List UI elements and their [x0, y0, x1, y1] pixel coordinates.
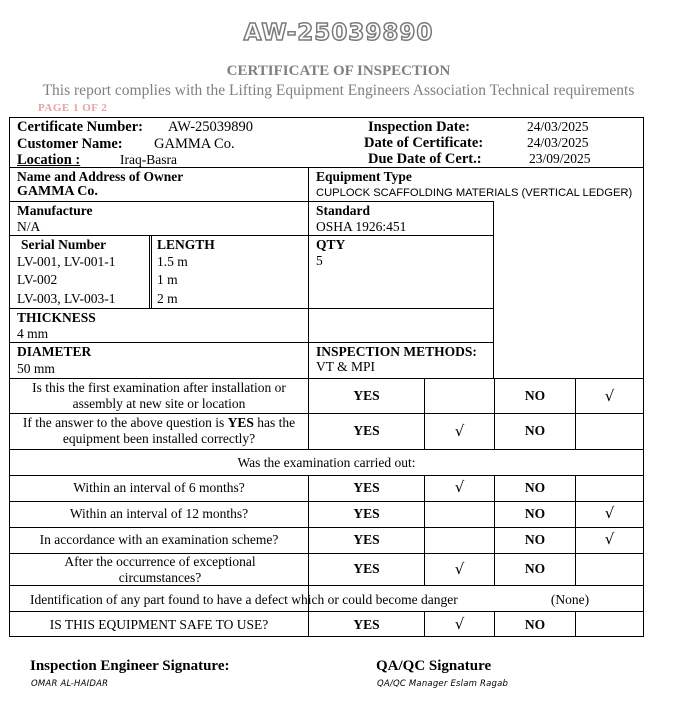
question-first-examination: Is this the first examination after installation or assembly at new site or location	[32, 380, 286, 411]
check-mark: √	[454, 422, 465, 440]
check-mark: √	[604, 530, 615, 548]
serial-number-row: LV-003, LV-003-1	[17, 291, 116, 306]
answer-no: NO	[524, 506, 546, 521]
certificate-date-label: Date of Certificate:	[364, 135, 484, 151]
check-mark: √	[604, 387, 615, 405]
question-examination-scheme: In accordance with an examination scheme?	[39, 532, 279, 547]
question-safe-to-use: IS THIS EQUIPMENT SAFE TO USE?	[49, 617, 269, 632]
owner-label: Name and Address of Owner	[17, 169, 184, 184]
thickness-value: 4 mm	[17, 326, 49, 341]
standard-value: OSHA 1926:451	[316, 219, 407, 234]
owner-value: GAMMA Co.	[17, 184, 98, 199]
qa-signature-name: QA/QC Manager Eslam Ragab	[377, 679, 509, 689]
answer-no: NO	[524, 561, 546, 576]
answer-no: NO	[524, 532, 546, 547]
question-installed-correctly: If the answer to the above question is YES has the equipment been installed correctly?	[22, 415, 296, 446]
question-12-months: Within an interval of 12 months?	[69, 506, 249, 521]
question-6-months: Within an interval of 6 months?	[73, 480, 245, 495]
question-exceptional-circumstances: After the occurrence of exceptional circumstances?	[64, 554, 256, 585]
answer-yes: YES	[353, 532, 380, 547]
engineer-signature-label: Inspection Engineer Signature:	[30, 658, 230, 674]
location-value: Iraq-Basra	[120, 152, 177, 167]
compliance-statement: This report complies with the Lifting Equipment Engineers Association Technical requirements	[42, 82, 635, 99]
certificate-code-heading: AW-25039890	[243, 20, 434, 46]
document-title: CERTIFICATE OF INSPECTION	[226, 63, 451, 79]
question-defect-identification: Identification of any part found to have a defect which or could become danger	[30, 592, 458, 607]
qty-label: QTY	[316, 237, 346, 252]
answer-yes: YES	[353, 480, 380, 495]
serial-number-row: LV-001, LV-001-1	[17, 254, 116, 269]
certificate-date-value: 24/03/2025	[527, 135, 589, 150]
page-indicator: PAGE 1 OF 2	[38, 102, 108, 114]
answer-no: NO	[524, 388, 546, 403]
length-label: LENGTH	[157, 237, 215, 252]
manufacture-label: Manufacture	[17, 203, 93, 218]
certificate-number-label: Certificate Number:	[17, 119, 144, 135]
length-row: 1 m	[157, 272, 178, 287]
diameter-label: DIAMETER	[17, 344, 92, 359]
check-mark: √	[454, 478, 465, 496]
serial-number-label: Serial Number	[21, 237, 107, 252]
due-date-value: 23/09/2025	[529, 151, 591, 166]
answer-yes: YES	[353, 561, 380, 576]
inspection-methods-value: VT & MPI	[316, 359, 376, 374]
diameter-value: 50 mm	[17, 361, 55, 376]
customer-name-value: GAMMA Co.	[154, 136, 235, 152]
certificate-number-value: AW-25039890	[168, 119, 254, 135]
length-row: 1.5 m	[157, 254, 188, 269]
examination-carried-out-heading: Was the examination carried out:	[237, 455, 416, 470]
answer-no: NO	[524, 480, 546, 495]
engineer-signature-name: OMAR AL-HAIDAR	[31, 679, 109, 689]
defect-answer: (None)	[550, 592, 590, 607]
equipment-type-value: CUPLOCK SCAFFOLDING MATERIALS (VERTICAL LEDGER)	[316, 187, 633, 199]
check-mark: √	[604, 504, 615, 522]
location-label: Location :	[17, 152, 81, 168]
qty-value: 5	[316, 253, 323, 268]
check-mark: √	[454, 615, 465, 633]
standard-label: Standard	[316, 203, 371, 218]
inspection-methods-label: INSPECTION METHODS:	[316, 344, 477, 359]
answer-no: NO	[524, 423, 546, 438]
inspection-date-value: 24/03/2025	[527, 119, 589, 134]
check-mark: √	[454, 560, 465, 578]
answer-yes: YES	[353, 506, 380, 521]
length-row: 2 m	[157, 291, 178, 306]
customer-name-label: Customer Name:	[17, 136, 123, 152]
qa-signature-label: QA/QC Signature	[376, 658, 492, 674]
manufacture-value: N/A	[17, 219, 41, 234]
serial-number-row: LV-002	[17, 272, 58, 287]
thickness-label: THICKNESS	[17, 310, 96, 325]
due-date-label: Due Date of Cert.:	[368, 151, 482, 167]
answer-yes: YES	[353, 388, 380, 403]
answer-no: NO	[524, 617, 546, 632]
inspection-date-label: Inspection Date:	[368, 119, 470, 135]
answer-yes: YES	[353, 423, 380, 438]
answer-yes: YES	[353, 617, 380, 632]
equipment-type-label: Equipment Type	[316, 169, 412, 184]
